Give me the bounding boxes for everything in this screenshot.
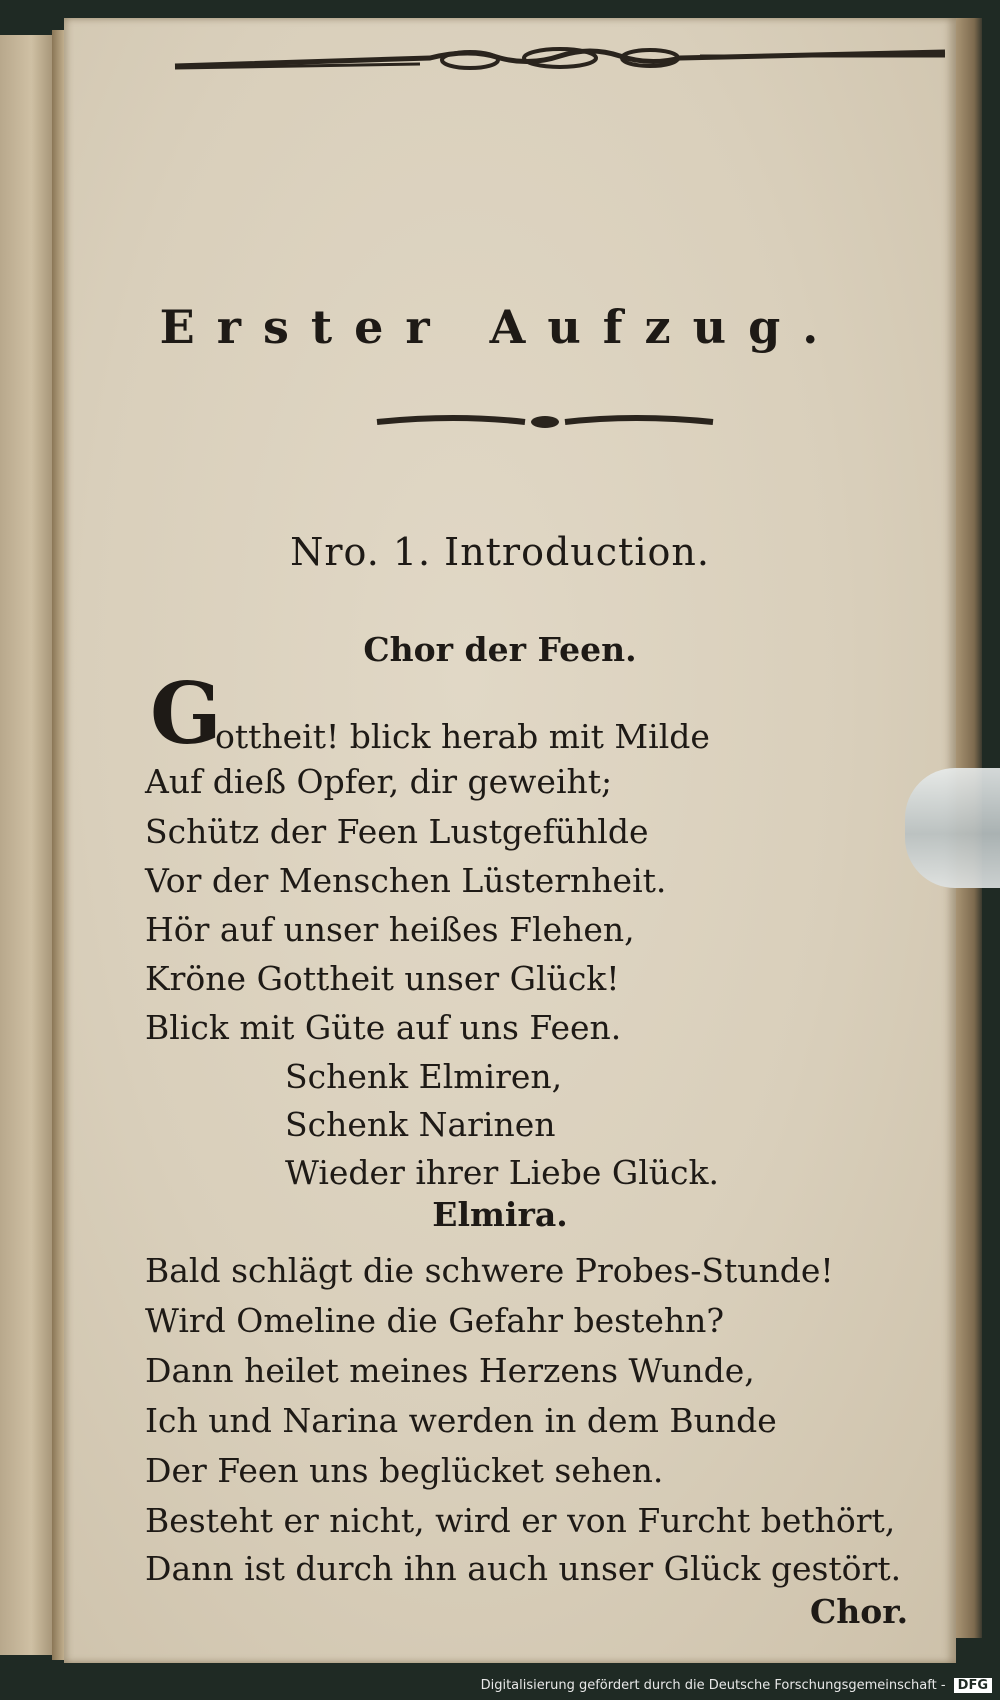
verse-line: Ich und Narina werden in dem Bunde bbox=[145, 1401, 777, 1440]
drop-cap-letter: G bbox=[150, 664, 222, 763]
footer-credit-text: Digitalisierung gefördert durch die Deutsche Forschungsgemeinschaft - bbox=[480, 1678, 946, 1693]
verse-line: Hör auf unser heißes Flehen, bbox=[145, 910, 635, 949]
verse-line-indented: Schenk Narinen bbox=[285, 1105, 556, 1144]
catchword: Chor. bbox=[810, 1592, 909, 1631]
speaker-chor-der-feen: Chor der Feen. bbox=[363, 630, 637, 669]
verse-line: Wird Omeline die Gefahr bestehn? bbox=[145, 1301, 725, 1340]
verse-line: Dann ist durch ihn auch unser Glück gestört. bbox=[145, 1549, 902, 1588]
verse-line: Blick mit Güte auf uns Feen. bbox=[145, 1008, 622, 1047]
verse-line: ottheit! blick herab mit Milde bbox=[215, 717, 710, 756]
footer-credit bbox=[481, 1674, 992, 1698]
verse-line: Vor der Menschen Lüsternheit. bbox=[145, 861, 667, 900]
dfg-logo: DFG bbox=[954, 1678, 992, 1693]
act-title: Erster Aufzug. bbox=[159, 300, 841, 354]
speaker-elmira: Elmira. bbox=[432, 1195, 568, 1234]
number-heading: Nro. 1. Introduction. bbox=[290, 530, 710, 574]
top-ornament bbox=[170, 40, 950, 76]
verse-line: Kröne Gottheit unser Glück! bbox=[145, 959, 620, 998]
verse-line: Auf dieß Opfer, dir geweiht; bbox=[145, 762, 613, 801]
page-clip bbox=[905, 768, 1000, 888]
verse-line: Bald schlägt die schwere Probes-Stunde! bbox=[145, 1251, 834, 1290]
verse-line: Schütz der Feen Lustgefühlde bbox=[145, 812, 649, 851]
verse-line: Dann heilet meines Herzens Wunde, bbox=[145, 1351, 755, 1390]
verse-line: Der Feen uns beglücket sehen. bbox=[145, 1451, 664, 1490]
left-page-edge bbox=[0, 35, 55, 1655]
verse-line-indented: Schenk Elmiren, bbox=[285, 1057, 563, 1096]
divider-ornament bbox=[375, 410, 715, 434]
verse-line: Besteht er nicht, wird er von Furcht bethört, bbox=[145, 1501, 896, 1540]
verse-line-indented: Wieder ihrer Liebe Glück. bbox=[285, 1153, 719, 1192]
